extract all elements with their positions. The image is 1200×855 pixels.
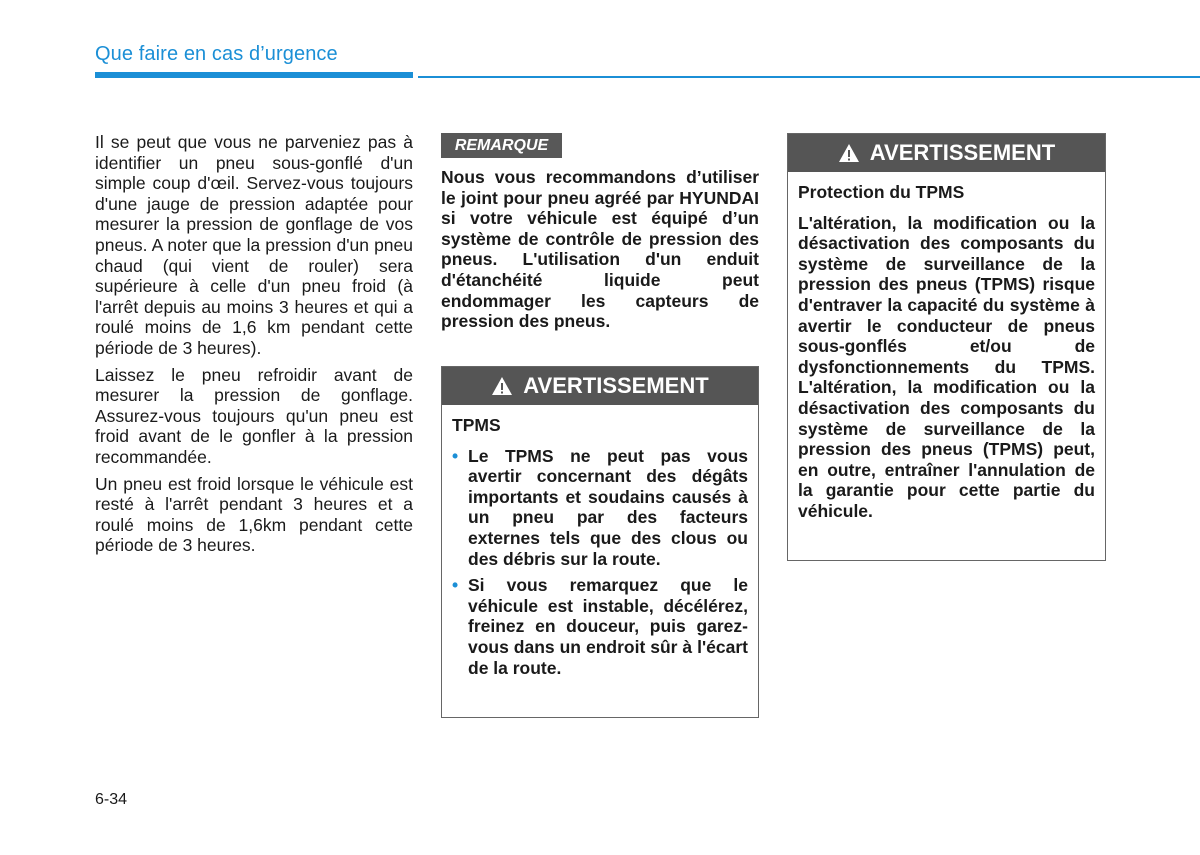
warning-list-text: Le TPMS ne peut pas vous avertir concernant des dégâts importants et soudains causés à un pneu par des facteurs externes tels que des clous ou des débris sur la route.: [468, 445, 748, 569]
header-rule-thin: [418, 76, 1200, 78]
warning-list-text: Si vous remarquez que le véhicule est instable, décélérez, freinez en douceur, puis garez-vous dans un endroit sûr à l'écart de la route.: [468, 575, 748, 678]
warning-list-item: [452, 446, 748, 570]
warning-heading: AVERTISSEMENT: [869, 140, 1056, 165]
body-paragraph: Un pneu est froid lorsque le véhicule est resté à l'arrêt pendant 3 heures et a roulé moins de 1,6km pendant cette période de 3 heures.: [95, 473, 413, 556]
warning-triangle-icon: [491, 376, 513, 396]
page-number: 6-34: [95, 791, 128, 808]
note-tag: REMARQUE: [441, 133, 562, 158]
warning-body: [788, 172, 1105, 532]
note-text: Nous vous recommandons d’utiliser le joint pour pneu agréé par HYUNDAI si votre véhicule est équipé d’un système de contrôle de pression des pneus. L'utilisation d'un enduit d'étanchéité liquide peut endommager les capteurs de pression des pneus.: [441, 167, 759, 332]
left-column: [95, 132, 413, 562]
body-paragraph: Laissez le pneu refroidir avant de mesurer la pression de gonflage. Assurez-vous toujours qu'un pneu est froid avant de le gonfler à la pression recommandée.: [95, 364, 413, 467]
warning-header: [442, 367, 758, 405]
warning-subtitle: Protection du TPMS: [798, 182, 965, 202]
header-rule-thick: [95, 72, 413, 78]
bullet-icon: •: [452, 445, 459, 466]
warning-text: L'altération, la modification ou la désactivation des composants du système de surveillance de la pression des pneus (TPMS) risque d'entraver la capacité du système à avertir le conducteur de pneus sous-gonflés et/ou de dysfonctionnements du TPMS. L'altération, la modification ou la désactivation des composants du système de surveillance de la pression des pneus (TPMS) peut, en outre, entraîner l'annulation de la garantie pour cette partie du véhicule.: [798, 212, 1095, 521]
warning-triangle-icon: [838, 143, 860, 163]
warning-header: [788, 134, 1105, 172]
body-paragraph: Il se peut que vous ne parveniez pas à identifier un pneu sous-gonflé d'un simple coup d'œil. Servez-vous toujours d'une jauge de pression adaptée pour mesurer la pression de gonflage de vos pneus. A noter que la pression d'un pneu chaud (qui vient de rouler) sera supérieure à celle d'un pneu froid (à l'arrêt depuis au moins 3 heures et qui a roulé moins de 1,6 km pendant cette période de 3 heures).: [95, 132, 413, 358]
warning-list-item: [452, 575, 748, 678]
warning-list: [452, 446, 748, 679]
bullet-icon: •: [452, 575, 459, 596]
warning-body: [442, 405, 758, 694]
warning-box-tpms-protection: [787, 133, 1106, 561]
warning-heading: AVERTISSEMENT: [523, 373, 709, 398]
warning-subtitle: TPMS: [452, 415, 501, 435]
chapter-title: Que faire en cas d’urgence: [95, 43, 338, 65]
warning-box-tpms: [441, 366, 759, 718]
